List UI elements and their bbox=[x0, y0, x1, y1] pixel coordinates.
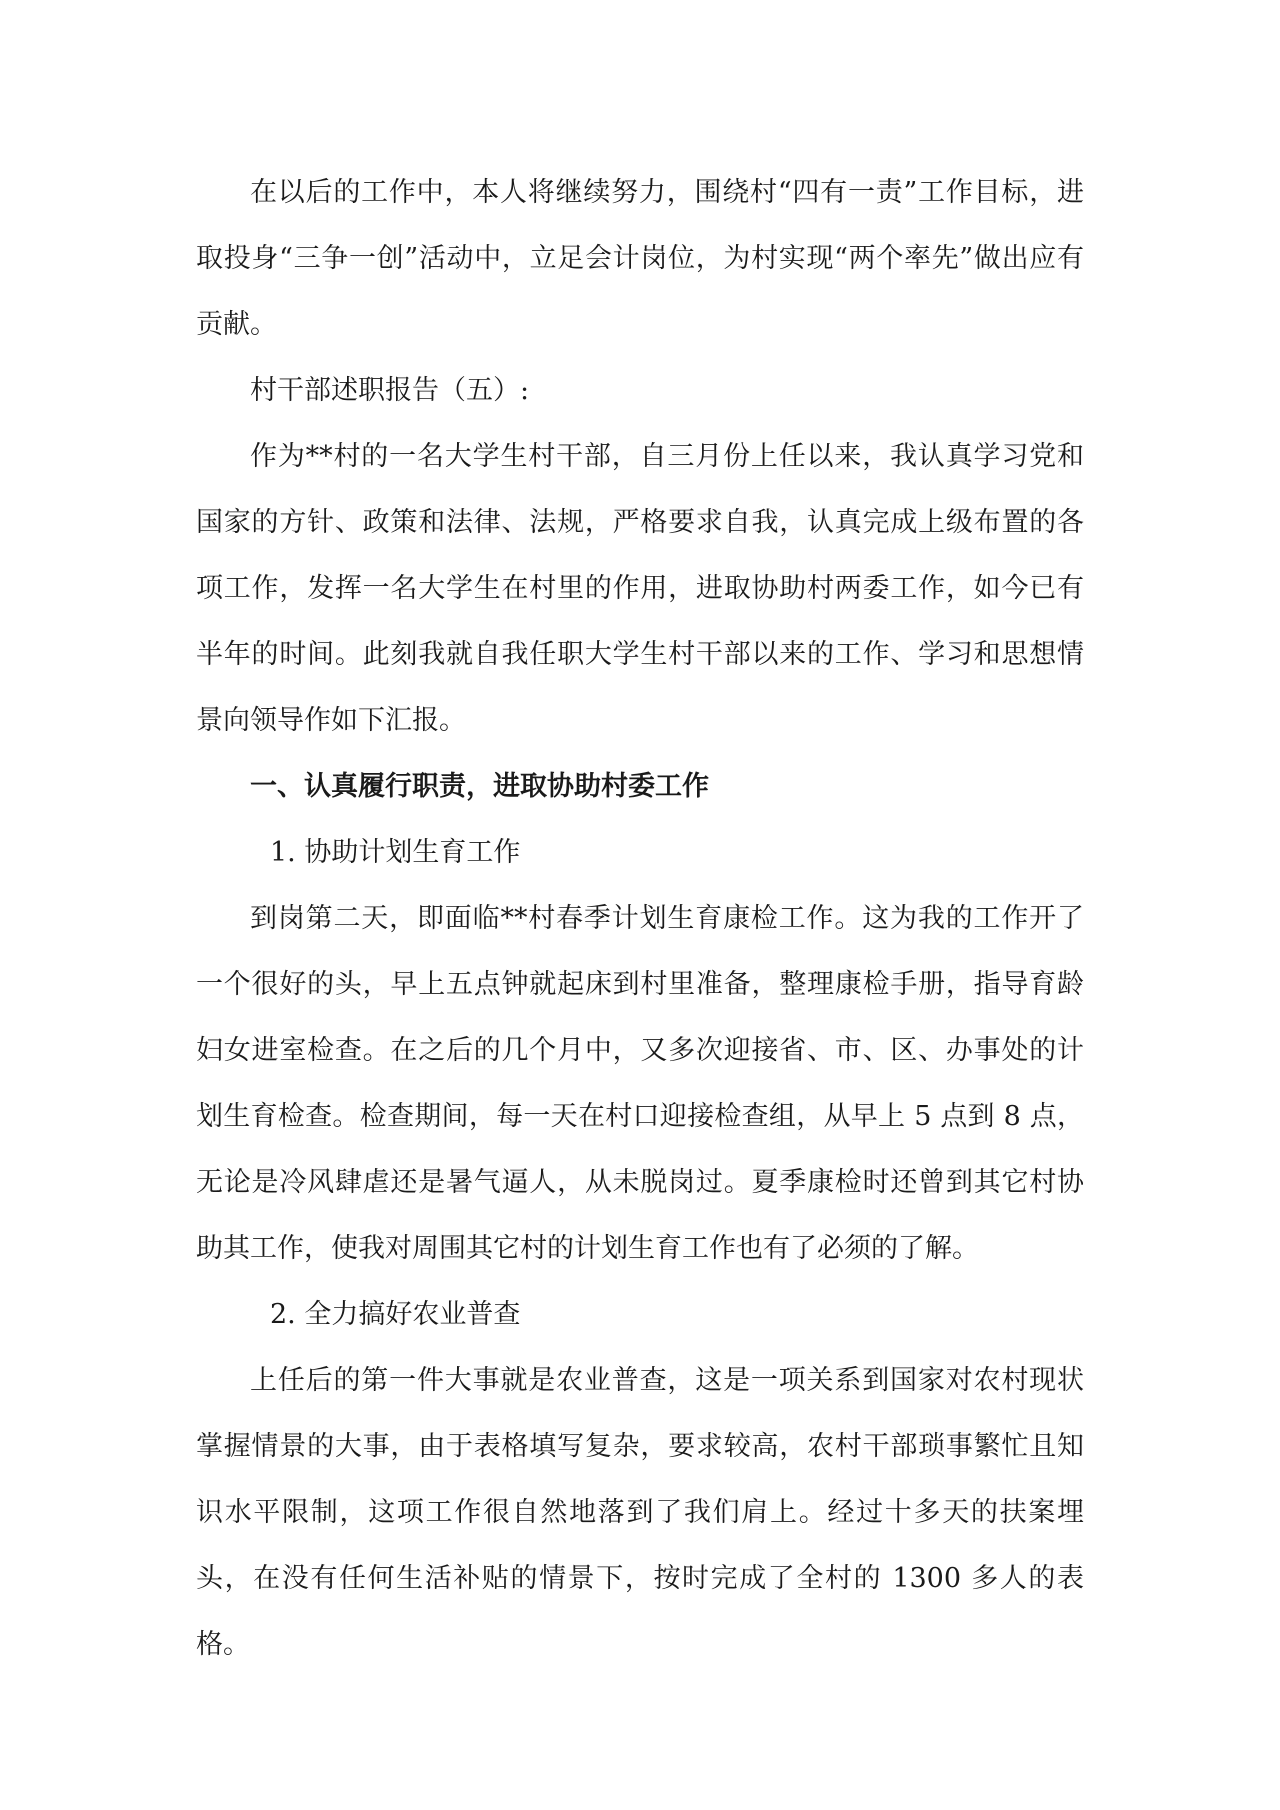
subheading-agricultural-census: 2. 全力搞好农业普查 bbox=[270, 1299, 521, 1330]
document-page bbox=[196, 160, 1084, 1678]
paragraph-agricultural-census: 上任后的第一件大事就是农业普查，这是一项关系到国家对农村现状掌握情景的大事，由于表格填写复杂，要求较高，农村干部琐事繁忙且知识水平限制，这项工作很自然地落到了我们肩上。经过十多天的扶案埋头，在没有任何生活补贴的情景下，按时完成了全村的 1300 多人的表格。 bbox=[196, 1365, 1084, 1660]
report-title: 村干部述职报告（五）: bbox=[250, 375, 530, 406]
paragraph-family-planning: 到岗第二天，即面临**村春季计划生育康检工作。这为我的工作开了一个很好的头，早上五点钟就起床到村里准备，整理康检手册，指导育龄妇女进室检查。在之后的几个月中，又多次迎接省、市、区、办事处的计划生育检查。检查期间，每一天在村口迎接检查组，从早上 5 点到 8 点，无论是冷风肆虐还是暑气逼人，从未脱岗过。夏季康检时还曾到其它村协助其工作，使我对周围其它村的计划生育工作也有了必须的了解。 bbox=[196, 903, 1084, 1264]
section-heading-1: 一、认真履行职责，进取协助村委工作 bbox=[250, 771, 709, 802]
subheading-family-planning: 1. 协助计划生育工作 bbox=[270, 837, 521, 868]
paragraph-introduction: 作为**村的一名大学生村干部，自三月份上任以来，我认真学习党和国家的方针、政策和法律、法规，严格要求自我，认真完成上级布置的各项工作，发挥一名大学生在村里的作用，进取协助村两委工作，如今已有半年的时间。此刻我就自我任职大学生村干部以来的工作、学习和思想情景向领导作如下汇报。 bbox=[196, 441, 1084, 736]
paragraph-closing-commitment: 在以后的工作中，本人将继续努力，围绕村“四有一责”工作目标，进取投身“三争一创”活动中，立足会计岗位，为村实现“两个率先”做出应有贡献。 bbox=[196, 177, 1084, 340]
